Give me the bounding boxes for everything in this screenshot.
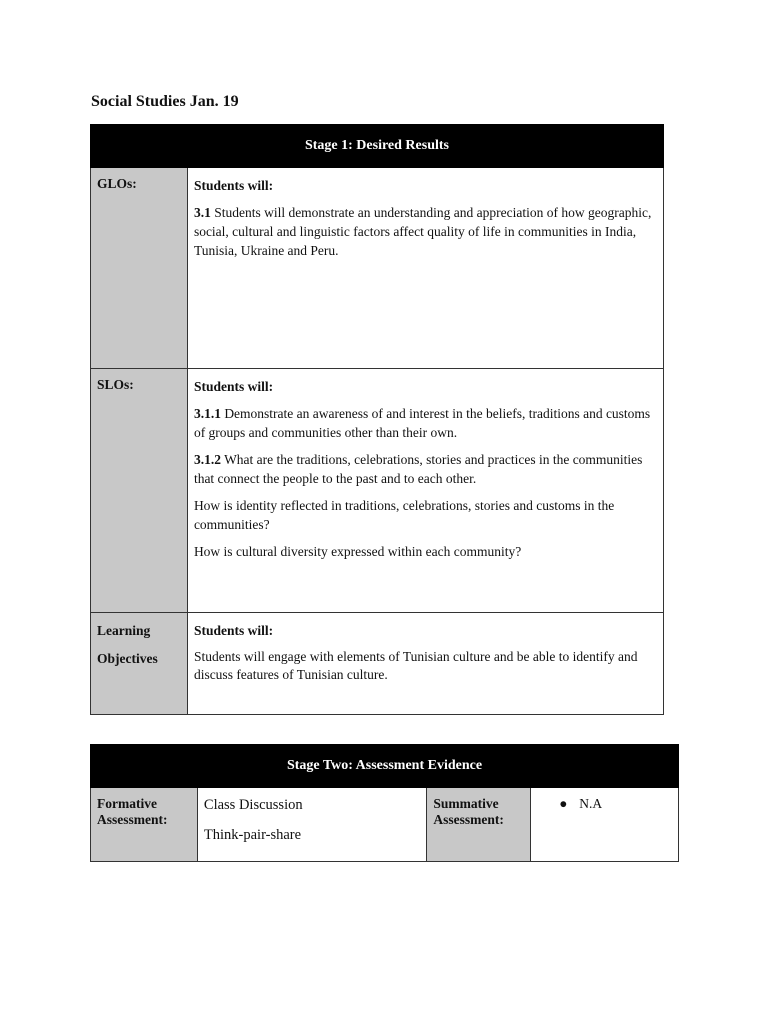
stage1-header: Stage 1: Desired Results <box>91 125 664 168</box>
slo-text: Demonstrate an awareness of and interest in the beliefs, traditions and customs of groups and communities other than their own. <box>193 406 651 440</box>
slos-label: SLOs: <box>91 369 188 613</box>
stage2-table <box>90 744 679 862</box>
summative-item-text: N.A <box>579 796 603 811</box>
learning-objectives-content <box>187 613 663 715</box>
learning-objectives-label <box>91 613 188 715</box>
learning-objectives-label-line2: Objectives <box>97 651 158 666</box>
stage2-header: Stage Two: Assessment Evidence <box>91 745 679 788</box>
formative-item: Class Discussion <box>203 797 303 813</box>
summative-label: Summative Assessment: <box>427 788 531 862</box>
glos-row <box>91 168 664 369</box>
formative-label: Formative Assessment: <box>91 788 198 862</box>
formative-item: Think-pair-share <box>203 827 302 843</box>
formative-content <box>197 788 426 862</box>
slo-number: 3.1.1 <box>193 406 221 421</box>
summative-item <box>559 796 672 812</box>
learning-objectives-label-line1: Learning <box>97 623 151 638</box>
slo-question: How is cultural diversity expressed within each community? <box>193 544 522 559</box>
summative-content <box>531 788 679 862</box>
learning-objectives-row <box>91 613 664 715</box>
slo-item <box>194 450 657 488</box>
assessment-row <box>91 788 679 862</box>
slos-row <box>91 369 664 613</box>
glo-item <box>194 203 657 260</box>
slo-item <box>194 404 657 442</box>
stage1-table <box>90 124 664 715</box>
glos-label: GLOs: <box>91 168 188 369</box>
bullet-icon: ● <box>559 796 568 811</box>
glos-content <box>187 168 663 369</box>
slo-text: What are the traditions, celebrations, stories and practices in the communities that connect the people to the past and to each other. <box>193 452 643 486</box>
slo-number: 3.1.2 <box>193 452 221 467</box>
slos-lead: Students will: <box>193 379 274 394</box>
document-title: Social Studies Jan. 19 <box>91 93 239 110</box>
slos-content <box>187 369 663 613</box>
glo-number: 3.1 <box>193 205 211 220</box>
glo-text: Students will demonstrate an understanding and appreciation of how geographic, social, cultural and linguistic factors affect quality of life in communities in India, Tunisia, Ukraine and Peru. <box>193 205 652 258</box>
learning-objectives-lead: Students will: <box>193 623 274 638</box>
learning-objectives-text: Students will engage with elements of Tunisian culture and be able to identify and discuss features of Tunisian culture. <box>193 649 638 682</box>
slo-question: How is identity reflected in traditions, celebrations, stories and customs in the communities? <box>193 498 615 532</box>
glos-lead: Students will: <box>193 178 274 193</box>
